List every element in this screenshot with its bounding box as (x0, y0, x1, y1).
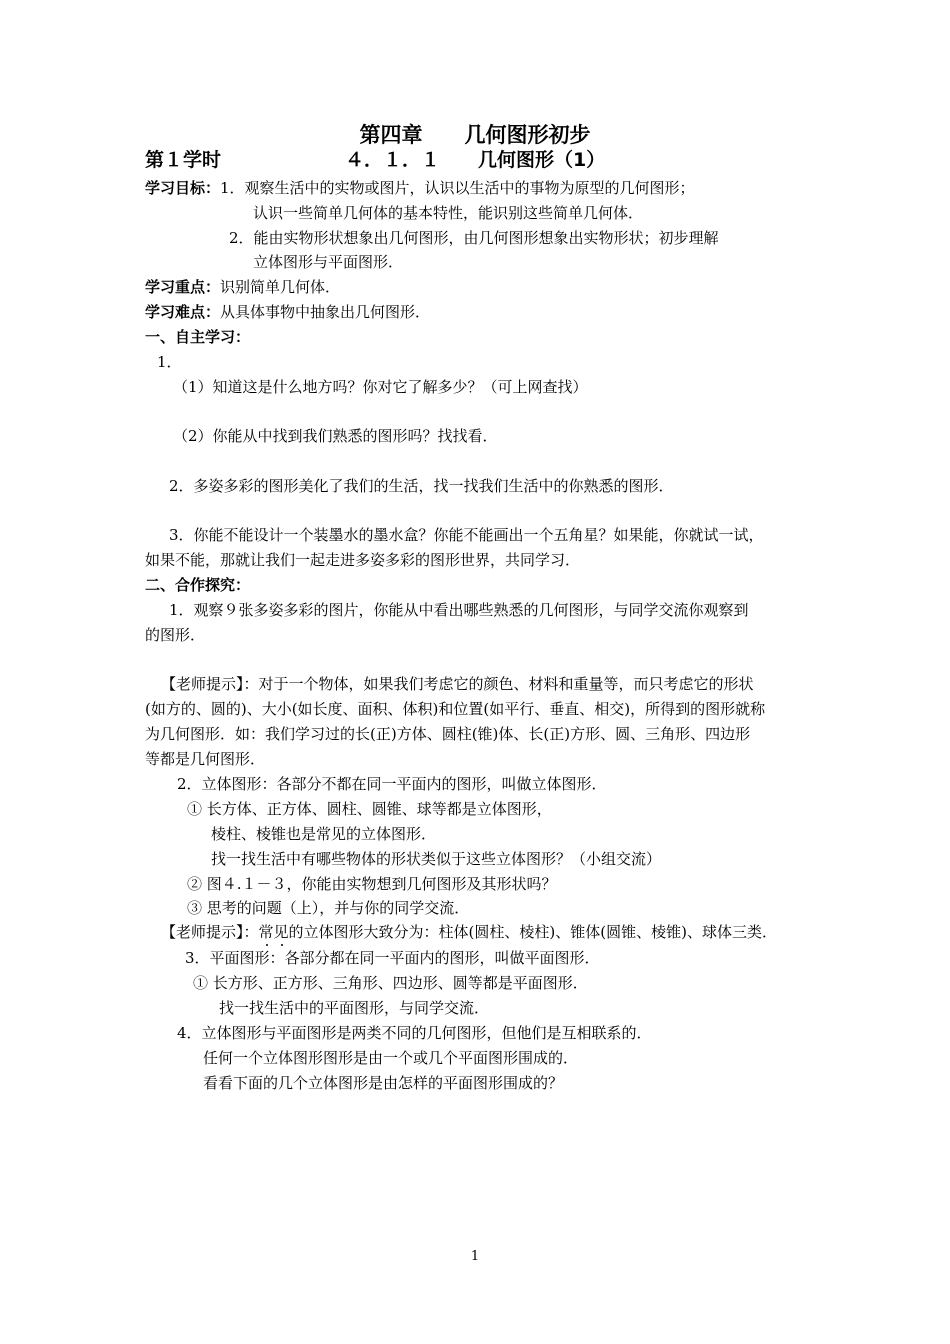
section2-p4a: 任何一个立体图形图形是由一个或几个平面图形围成的． (203, 1049, 579, 1067)
difficulty-text: 从具体事物中抽象出几何图形． (220, 303, 431, 321)
section2-p2c: 找一找生活中有哪些物体的形状类似于这些立体图形？（小组交流） (211, 850, 662, 868)
page-number: 1 (470, 1249, 480, 1264)
teacher-tip-1c: 为几何图形．如：我们学习过的长(正)方体、圆柱(锥)体、长(正)方形、圆、三角形、四边形 (145, 725, 751, 743)
objectives-label: 学习目标： (145, 179, 221, 197)
section2-p2d: ② 图４.１－３，你能由实物想到几何图形及其形状吗？ (187, 875, 557, 893)
section1-q1b: （2）你能从中找到我们熟悉的图形吗？找找看． (173, 427, 498, 445)
difficulty (145, 302, 430, 322)
teacher-tip-2-text: 的立体图形大致分为：柱体(圆柱、棱柱)、锥体(圆锥、棱锥)、球体三类． (288, 923, 777, 941)
key-point-text: 识别简单几何体． (220, 278, 341, 296)
section2-p3b: 找一找生活中的平面图形，与同学交流． (219, 999, 490, 1017)
section1-q1: 1． (157, 353, 182, 371)
section1-q3a: 3．你能不能设计一个装墨水的墨水盒？你能不能画出一个五角星？如果能，你就试一试， (169, 526, 764, 544)
section1-q3b: 如果不能，那就让我们一起走进多姿多彩的图形世界，共同学习． (145, 551, 581, 569)
section2-p4: 4．立体图形与平面图形是两类不同的几何图形，但他们是互相联系的． (177, 1024, 652, 1042)
section2-p1b: 的图形． (145, 626, 206, 644)
objectives-text-1: 1．观察生活中的实物或图片，认识以生活中的事物为原型的几何图形； (220, 179, 695, 197)
chapter-title: 第四章 几何图形初步 (359, 123, 591, 147)
section2-p2a: ① 长方体、正方体、圆柱、圆锥、球等都是立体图形， (187, 800, 552, 818)
teacher-tip-1b: (如方的、圆的)、大小(如长度、面积、体积)和位置(如平行、垂直、相交)，所得到的图形就称 (145, 700, 766, 718)
teacher-tip-2-prefix: 【老师提示】： (161, 923, 259, 941)
section1-q1a: （1）知道这是什么地方吗？你对它了解多少？（可上网查找） (173, 378, 588, 396)
difficulty-label: 学习难点： (145, 303, 221, 321)
section2-p1a: 1．观察９张多姿多彩的图片，你能从中看出哪些熟悉的几何图形，与同学交流你观察到 (169, 601, 749, 619)
teacher-tip-1d: 等都是几何图形． (145, 750, 266, 768)
section2-p3: 3．平面图形：各部分都在同一平面内的图形，叫做平面图形． (185, 949, 600, 967)
teacher-tip-1a: 【老师提示】：对于一个物体，如果我们考虑它的颜色、材料和重量等，而只考虑它的形状 (161, 675, 754, 693)
section2-heading: 二、合作探究： (145, 576, 251, 594)
objectives-line-4: 立体图形与平面图形． (253, 253, 404, 271)
objectives-line-3: 2．能由实物形状想象出几何图形，由几何图形想象出实物形状；初步理解 (229, 229, 719, 247)
section2-p2e: ③ 思考的问题（上），并与你的同学交流． (187, 899, 470, 917)
teacher-tip-2 (161, 922, 777, 942)
lesson-section: ４．１．１ 几何图形（1） (345, 149, 606, 171)
section1-heading: 一、自主学习： (145, 328, 251, 346)
key-point (145, 277, 340, 297)
objectives-line-2: 认识一些简单几何体的基本特性，能识别这些简单几何体． (253, 204, 644, 222)
emphasis-char-1: 常 (258, 923, 274, 941)
lesson-period: 第１学时 (145, 149, 222, 171)
emphasis-char-2: 见 (273, 923, 289, 941)
section2-p2: 2．立体图形：各部分不都在同一平面内的图形，叫做立体图形． (177, 775, 607, 793)
section2-p2b: 棱柱、棱锥也是常见的立体图形． (211, 825, 437, 843)
section2-p4b: 看看下面的几个立体图形是由怎样的平面图形围成的？ (203, 1074, 564, 1092)
section1-q2: 2．多姿多彩的图形美化了我们的生活，找一找我们生活中的你熟悉的图形． (169, 477, 674, 495)
section2-p3a: ① 长方形、正方形、三角形、四边形、圆等都是平面图形． (193, 974, 588, 992)
key-point-label: 学习重点： (145, 278, 221, 296)
objectives-line-1 (145, 178, 695, 198)
